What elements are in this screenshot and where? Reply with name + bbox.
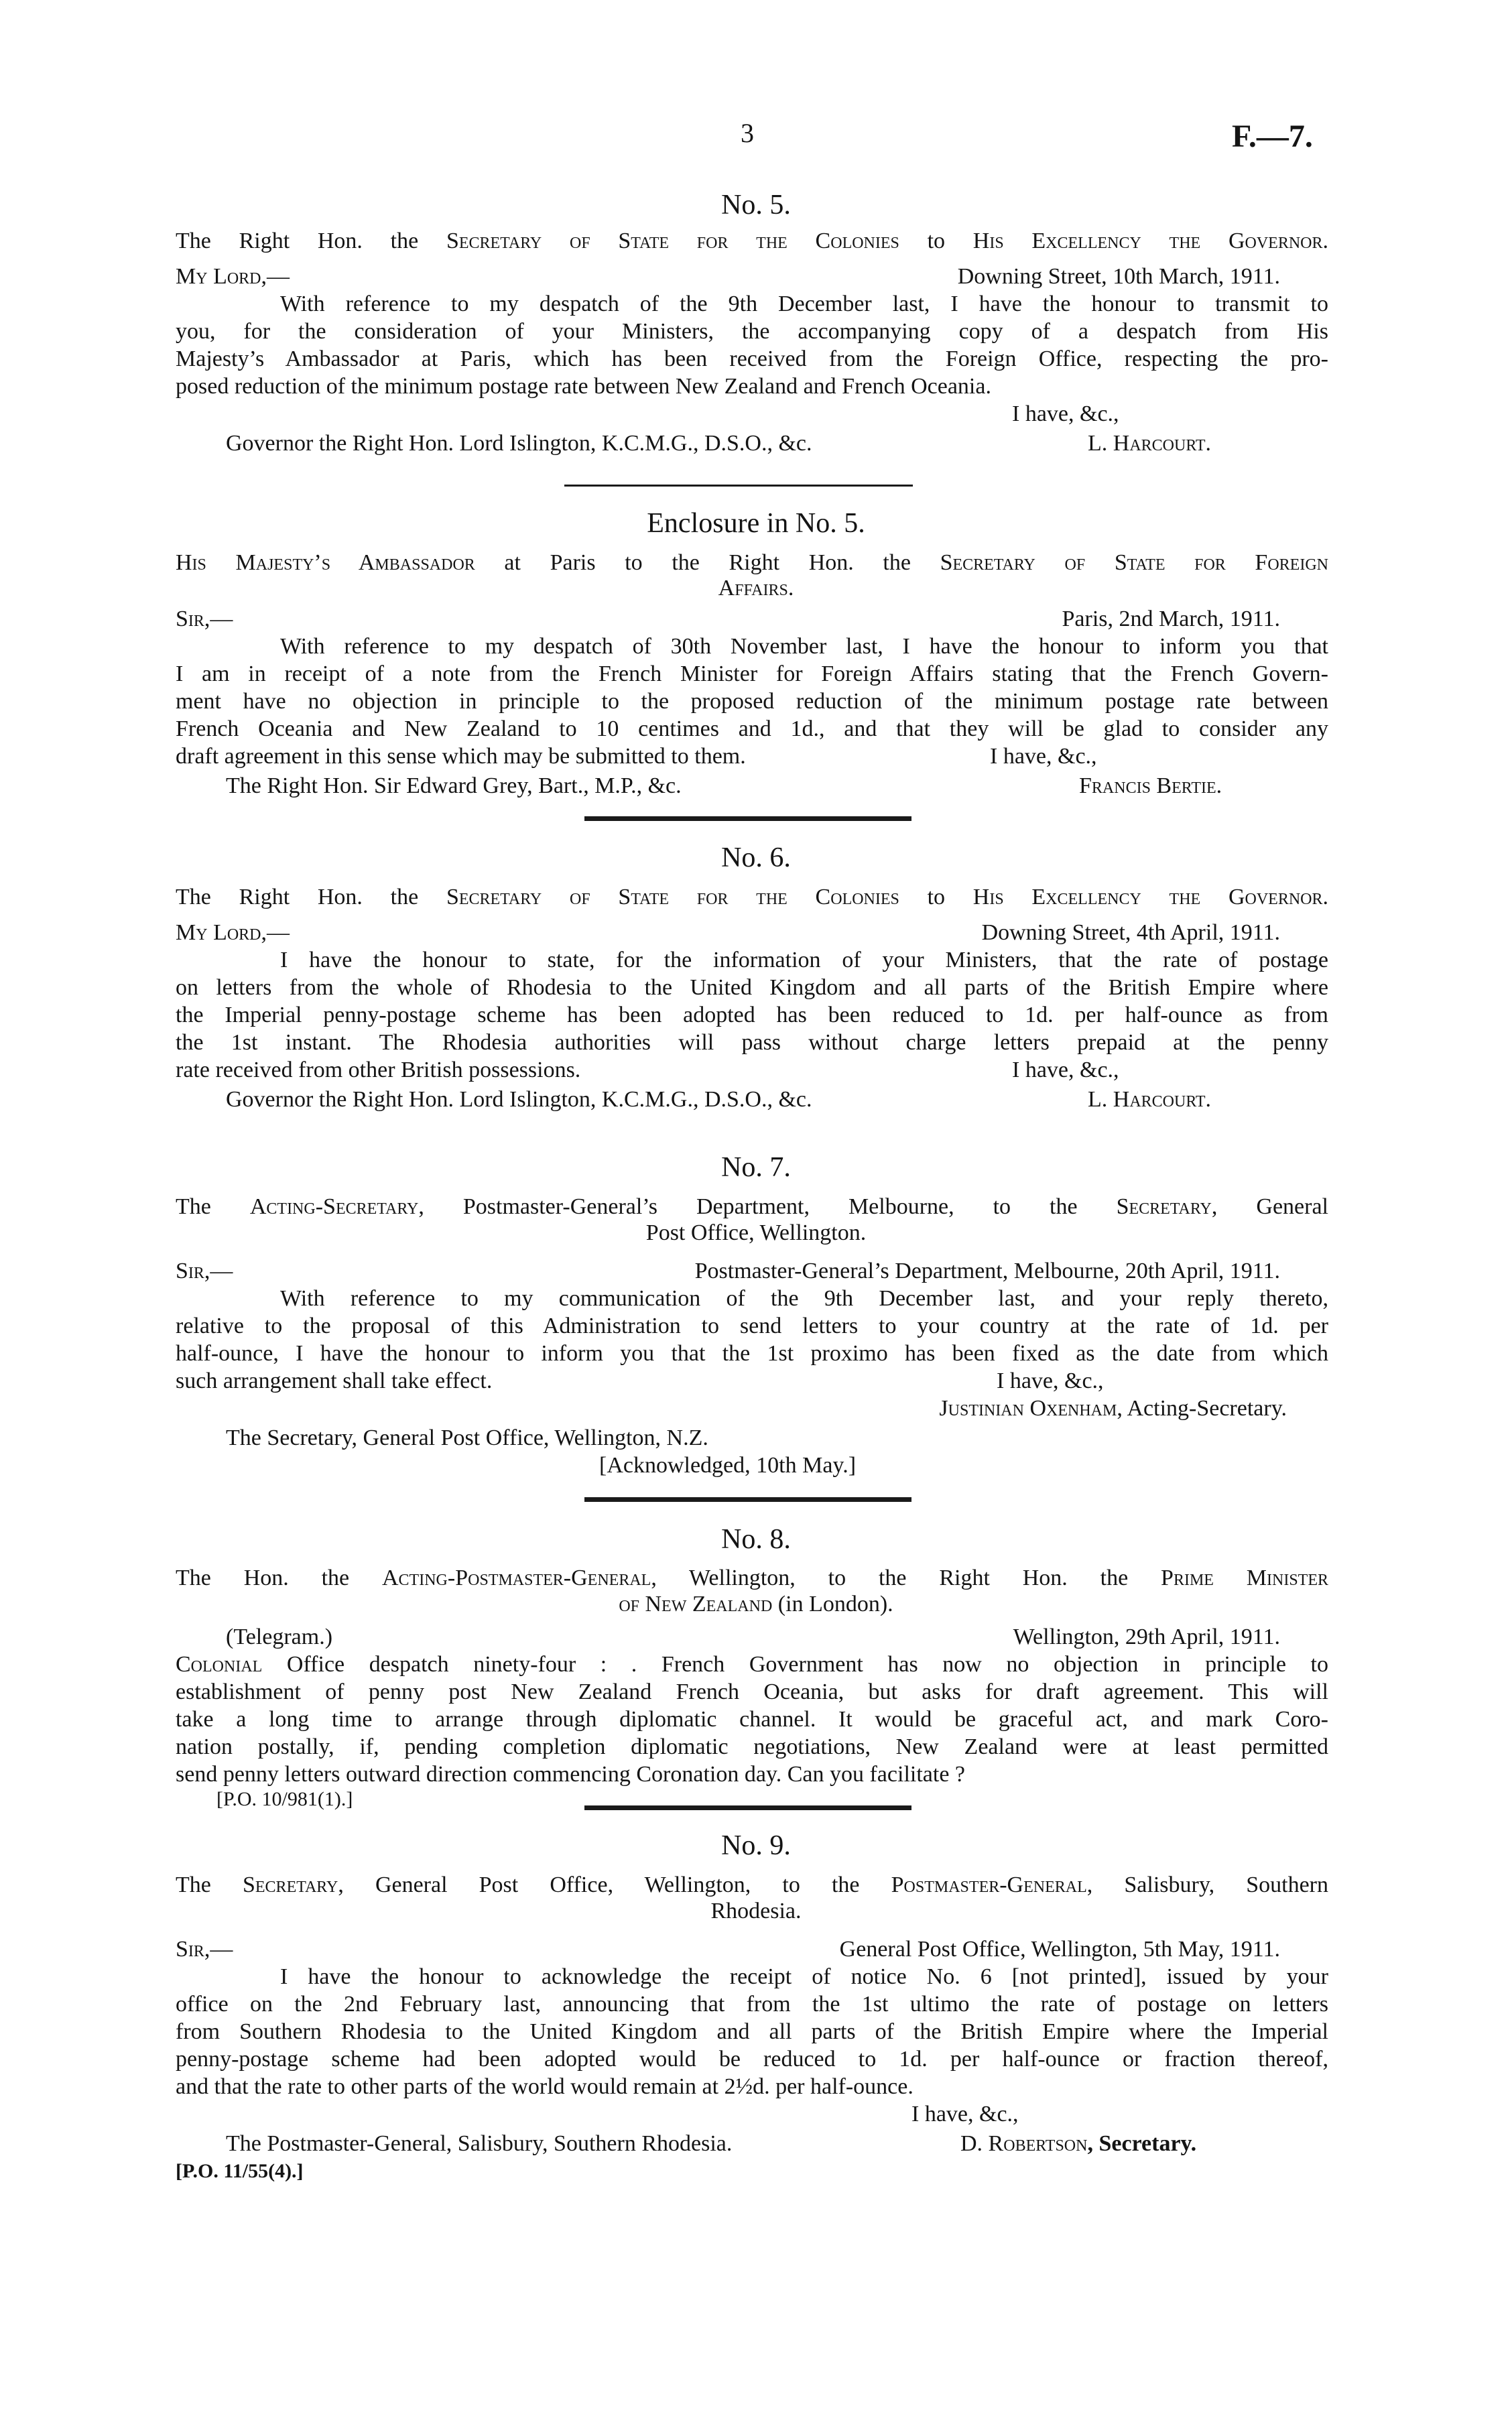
body-line-no9: from Southern Rhodesia to the United Kingdom and all parts of the British Empire where the Imperial: [176, 2019, 1328, 2044]
body-line-no6: the Imperial penny-postage scheme has been adopted has been reduced to 1d. per half-ounce as from: [176, 1003, 1328, 1027]
body-line-no8: nation postally, if, pending completion diplomatic negotiations, New Zealand were at least permitted: [176, 1734, 1328, 1759]
section-divider: [564, 485, 913, 487]
body-line-no8: take a long time to arrange through diplomatic channel. It would be graceful act, and mark Coro-: [176, 1707, 1328, 1732]
section-heading-no9: No. 9.: [721, 1830, 791, 1861]
body-line-no5: you, for the consideration of your Ministers, the accompanying copy of a despatch from His: [176, 319, 1328, 344]
address-line-enc5: His Majesty’s Ambassador at Paris to the Right Hon. the Secretary of State for Foreign: [176, 550, 1329, 575]
body-line-enc5: With reference to my despatch of 30th November last, I have the honour to inform you that: [280, 634, 1328, 659]
body-line-no8: send penny letters outward direction commencing Coronation day. Can you facilitate ?: [176, 1762, 965, 1787]
document-reference: F.—7.: [1232, 119, 1313, 154]
body-line-no7: such arrangement shall take effect.: [176, 1369, 493, 1393]
salutation-no7: Sir,—: [176, 1259, 233, 1283]
body-line-no9: and that the rate to other parts of the world would remain at 2½d. per half-ounce.: [176, 2074, 914, 2099]
body-line-no9: penny-postage scheme had been adopted would be reduced to 1d. per half-ounce or fraction thereof,: [176, 2047, 1328, 2072]
address-line-no6: The Right Hon. the Secretary of State for the Colonies to His Excellency the Governor.: [176, 885, 1328, 909]
acknowledged-note-no7: [Acknowledged, 10th May.]: [599, 1453, 857, 1478]
body-line-no6: I have the honour to state, for the information of your Ministers, that the rate of postage: [280, 948, 1328, 972]
body-line-no8: establishment of penny post New Zealand French Oceania, but asks for draft agreement. This will: [176, 1679, 1328, 1704]
body-line-no9: office on the 2nd February last, announcing that from the 1st ultimo the rate of postage on letters: [176, 1992, 1328, 2017]
body-line-no7: With reference to my communication of the 9th December last, and your reply thereto,: [280, 1286, 1328, 1311]
body-line-no6: on letters from the whole of Rhodesia to the United Kingdom and all parts of the British Empire where: [176, 975, 1328, 1000]
body-line-no7: relative to the proposal of this Administration to send letters to your country at the rate of 1d. per: [176, 1314, 1328, 1338]
section-divider: [584, 1497, 911, 1502]
closing-no6: I have, &c.,: [1012, 1058, 1119, 1082]
body-line-no6: rate received from other British possessions.: [176, 1058, 581, 1082]
body-line-no6: the 1st instant. The Rhodesia authorities will pass without charge letters prepaid at the penny: [176, 1030, 1328, 1055]
salutation-enc5: Sir,—: [176, 607, 233, 631]
address-line-no7: The Acting-Secretary, Postmaster-General’s Department, Melbourne, to the Secretary, General: [176, 1194, 1328, 1219]
closing-enc5: I have, &c.,: [990, 744, 1097, 769]
salutation-no6: My Lord,—: [176, 920, 290, 945]
body-line-no5: posed reduction of the minimum postage rate between New Zealand and French Oceania.: [176, 374, 991, 399]
body-line-enc5: I am in receipt of a note from the French Minister for Foreign Affairs stating that the French Govern-: [176, 661, 1328, 686]
file-reference-no8: [P.O. 10/981(1).]: [216, 1788, 353, 1810]
address-line-no5: The Right Hon. the Secretary of State for the Colonies to His Excellency the Governor.: [176, 229, 1328, 253]
address-line-no7-cont: Post Office, Wellington.: [645, 1220, 867, 1245]
body-line-no9: I have the honour to acknowledge the receipt of notice No. 6 [not printed], issued by your: [280, 1964, 1328, 1989]
place-date-no9: General Post Office, Wellington, 5th May, 1911.: [839, 1937, 1280, 1962]
address-line-enc5-cont: Affairs.: [718, 576, 794, 600]
body-line-enc5: French Oceania and New Zealand to 10 centimes and 1d., and that they will be glad to consider any: [176, 716, 1328, 741]
body-line-enc5: ment have no objection in principle to the proposed reduction of the minimum postage rate between: [176, 689, 1328, 714]
section-divider: [584, 816, 911, 821]
closing-no5: I have, &c.,: [1012, 401, 1119, 426]
place-date-no5: Downing Street, 10th March, 1911.: [957, 264, 1280, 289]
body-line-no8: Colonial Office despatch ninety-four : . French Government has now no objection in principle to: [176, 1652, 1328, 1677]
body-line-no5: Majesty’s Ambassador at Paris, which has been received from the Foreign Office, respecting the pro-: [176, 346, 1328, 371]
closing-no7: I have, &c.,: [997, 1369, 1104, 1393]
section-heading-no5: No. 5.: [721, 190, 791, 220]
salutation-no9: Sir,—: [176, 1937, 233, 1962]
page-number: 3: [741, 118, 754, 148]
signature-no6: L. Harcourt.: [1088, 1087, 1212, 1112]
address-line-no8: The Hon. the Acting-Postmaster-General, Wellington, to the Right Hon. the Prime Minister: [176, 1566, 1329, 1590]
section-heading-no8: No. 8.: [721, 1524, 791, 1555]
place-date-no8: Wellington, 29th April, 1911.: [1013, 1625, 1280, 1649]
recipient-no6: Governor the Right Hon. Lord Islington, K.C.M.G., D.S.O., &c.: [226, 1087, 812, 1112]
recipient-no5: Governor the Right Hon. Lord Islington, K.C.M.G., D.S.O., &c.: [226, 431, 812, 456]
closing-no9: I have, &c.,: [911, 2102, 1019, 2126]
recipient-enc5: The Right Hon. Sir Edward Grey, Bart., M.P., &c.: [226, 773, 682, 798]
body-line-enc5: draft agreement in this sense which may be submitted to them.: [176, 744, 746, 769]
section-heading-no7: No. 7.: [721, 1152, 791, 1183]
body-line-no5: With reference to my despatch of the 9th December last, I have the honour to transmit to: [280, 292, 1328, 316]
body-line-no7: half-ounce, I have the honour to inform you that the 1st proximo has been fixed as the date from which: [176, 1341, 1328, 1366]
section-heading-no6: No. 6.: [721, 842, 791, 873]
address-line-no8-cont: of New Zealand (in London).: [619, 1592, 893, 1616]
signature-no7: Justinian Oxenham, Acting-Secretary.: [939, 1396, 1287, 1421]
place-date-no7: Postmaster-General’s Department, Melbourne, 20th April, 1911.: [694, 1259, 1280, 1283]
file-reference-no9: [P.O. 11/55(4).]: [176, 2160, 304, 2182]
address-line-no9-cont: Rhodesia.: [710, 1899, 802, 1923]
signature-enc5: Francis Bertie.: [1079, 773, 1222, 798]
place-date-no6: Downing Street, 4th April, 1911.: [981, 920, 1280, 945]
address-line-no9: The Secretary, General Post Office, Wellington, to the Postmaster-General, Salisbury, Southern: [176, 1872, 1329, 1897]
recipient-no9: The Postmaster-General, Salisbury, Southern Rhodesia.: [226, 2131, 733, 2156]
telegram-label-no8: (Telegram.): [226, 1625, 333, 1649]
section-heading-enc5: Enclosure in No. 5.: [647, 508, 865, 539]
section-divider: [584, 1805, 911, 1810]
place-date-enc5: Paris, 2nd March, 1911.: [1062, 607, 1280, 631]
signature-no5: L. Harcourt.: [1088, 431, 1212, 456]
recipient-no7: The Secretary, General Post Office, Wellington, N.Z.: [226, 1425, 708, 1450]
signature-no9: D. Robertson, Secretary.: [960, 2131, 1197, 2156]
salutation-no5: My Lord,—: [176, 264, 290, 289]
